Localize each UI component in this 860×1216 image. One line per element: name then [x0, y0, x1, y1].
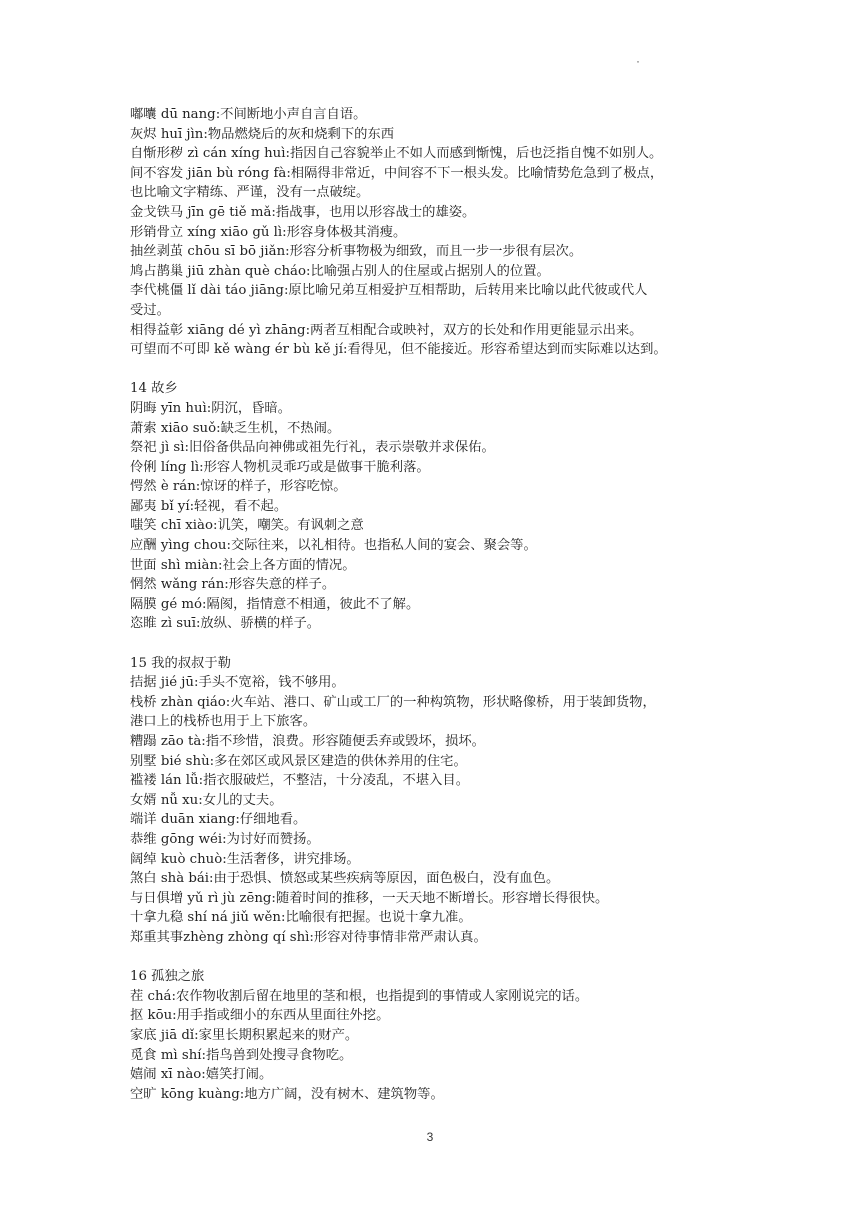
vocab-line: 褴褛 lán lǚ:指衣服破烂，不整洁，十分凌乱，不堪入目。 — [130, 773, 470, 789]
vocab-line: 恭维 gōng wéi:为讨好而赞扬。 — [130, 831, 320, 847]
vocab-line: 十拿九稳 shí ná jiǔ wěn:比喻很有把握。也说十拿九准。 — [130, 910, 472, 926]
vocab-line: 煞白 shà bái:由于恐惧、愤怒或某些疾病等原因，面色极白，没有血色。 — [130, 871, 560, 887]
vocab-line: 萧索 xiāo suǒ:缺乏生机，不热闹。 — [130, 420, 341, 436]
vocab-line: 李代桃僵 lǐ dài táo jiāng:原比喻兄弟互相爱护互相帮助，后转用来比喻以此代彼或代人 — [130, 283, 648, 299]
section-heading: 14 故乡 — [130, 381, 178, 397]
vocab-line: 女婿 nǚ xu:女儿的丈夫。 — [130, 792, 283, 808]
section-heading: 15 我的叔叔于勒 — [130, 655, 231, 671]
vocab-line: 金戈铁马 jīn gē tiě mǎ:指战事，也用以形容战士的雄姿。 — [130, 204, 476, 220]
vocab-line: 灰烬 huī jìn:物品燃烧后的灰和烧剩下的东西 — [130, 126, 395, 142]
vocab-line: 愕然 è rán:惊讶的样子，形容吃惊。 — [130, 479, 347, 495]
vocab-line: 港口上的栈桥也用于上下旅客。 — [130, 714, 317, 730]
vocab-line: 抠 kōu:用手指或细小的东西从里面往外挖。 — [130, 1008, 390, 1024]
vocab-line: 鸠占鹊巢 jiū zhàn què cháo:比喻强占别人的住屋或占据别人的位置。 — [130, 263, 550, 279]
vocab-line: 拮据 jié jū:手头不宽裕，钱不够用。 — [130, 675, 345, 691]
vocab-line: 郑重其事zhèng zhòng qí shì:形容对待事情非常严肃认真。 — [130, 929, 487, 945]
vocabulary-list — [130, 105, 740, 1104]
vocab-line: 应酬 yìng chou:交际往来，以礼相待。也指私人间的宴会、聚会等。 — [130, 538, 537, 554]
vocab-line: 抽丝剥茧 chōu sī bō jiǎn:形容分析事物极为细致，而且一步一步很有层次。 — [130, 244, 583, 260]
vocab-line: 可望而不可即 kě wàng ér bù kě jí:看得见，但不能接近。形容希望达到而实际难以达到。 — [130, 342, 667, 358]
vocab-line: 相得益彰 xiāng dé yì zhāng:两者互相配合或映衬，双方的长处和作用更能显示出来。 — [130, 322, 643, 338]
vocab-line: 别墅 bié shù:多在郊区或风景区建造的供休养用的住宅。 — [130, 753, 467, 769]
vocab-line: 家底 jiā dǐ:家里长期积累起来的财产。 — [130, 1027, 359, 1043]
page-number: 3 — [426, 1130, 434, 1144]
vocab-line: 形销骨立 xíng xiāo gǔ lì:形容身体极其消瘦。 — [130, 224, 407, 240]
section-gap — [130, 948, 740, 968]
vocab-line: 端详 duān xiang:仔细地看。 — [130, 812, 307, 828]
section-heading: 16 孤独之旅 — [130, 969, 205, 985]
vocab-line: 隔膜 gé mó:隔阂，指情意不相通，彼此不了解。 — [130, 596, 420, 612]
vocab-line: 恣睢 zì suī:放纵、骄横的样子。 — [130, 616, 321, 632]
vocab-line: 嘟囔 dū nang:不间断地小声自言自语。 — [130, 107, 367, 122]
vocab-line: 与日俱增 yǔ rì jù zēng:随着时间的推移，一天天地不断增长。形容增长得很快。 — [130, 890, 609, 906]
vocab-line: 栈桥 zhàn qiáo:火车站、港口、矿山或工厂的一种构筑物，形状略像桥，用于装卸货物， — [130, 694, 656, 710]
vocab-line: 世面 shì miàn:社会上各方面的情况。 — [130, 557, 356, 573]
vocab-line: 间不容发 jiān bù róng fà:相隔得非常近，中间容不下一根头发。比喻情势危急到了极点， — [130, 165, 664, 181]
header-mark: · — [636, 54, 640, 68]
vocab-line: 鄙夷 bǐ yí:轻视，看不起。 — [130, 498, 288, 514]
vocab-line: 自惭形秽 zì cán xíng huì:指因自己容貌举止不如人而感到惭愧，后也泛指自愧不如别人。 — [130, 146, 663, 162]
vocab-line: 茬 chá:农作物收割后留在地里的茎和根，也指提到的事情或人家刚说完的话。 — [130, 988, 589, 1004]
vocab-line: 嗤笑 chī xiào:讥笑，嘲笑。有讽刺之意 — [130, 518, 364, 534]
vocab-line: 嬉闹 xī nào:嬉笑打闹。 — [130, 1067, 273, 1083]
vocab-line: 觅食 mì shí:指鸟兽到处搜寻食物吃。 — [130, 1047, 353, 1063]
vocab-line: 阴晦 yīn huì:阴沉，昏暗。 — [130, 400, 292, 416]
vocab-line: 祭祀 jì sì:旧俗备供品向神佛或祖先行礼，表示崇敬并求保佑。 — [130, 440, 495, 456]
vocab-line: 糟蹋 zāo tà:指不珍惜，浪费。形容随便丢弃或毁坏，损坏。 — [130, 734, 485, 749]
vocab-line: 空旷 kōng kuàng:地方广阔，没有树木、建筑物等。 — [130, 1086, 444, 1102]
vocab-line: 伶俐 líng lì:形容人物机灵乖巧或是做事干脆利落。 — [130, 459, 430, 475]
vocab-line: 惘然 wǎng rán:形容失意的样子。 — [130, 577, 336, 593]
vocab-line: 阔绰 kuò chuò:生活奢侈，讲究排场。 — [130, 851, 360, 867]
section-gap — [130, 360, 740, 380]
section-gap — [130, 634, 740, 654]
vocab-line: 也比喻文字精练、严谨，没有一点破绽。 — [130, 185, 370, 201]
vocab-line: 受过。 — [130, 302, 170, 318]
